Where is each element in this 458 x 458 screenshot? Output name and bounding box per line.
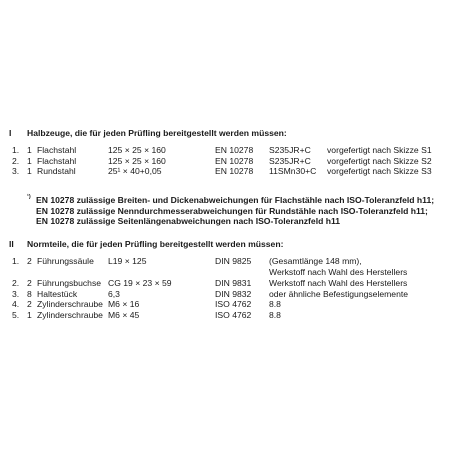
row-norm: DIN 9825 [215,256,252,266]
row-note: 8.8 [269,310,281,320]
row-dims: 125 × 25 × 160 [108,145,166,155]
row-name: Haltestück [37,289,78,299]
row-note: vorgefertigt nach Skizze S3 [327,166,432,176]
row-dims: M6 × 16 [108,299,140,309]
row-dims: 25¹ × 40+0,05 [108,166,162,176]
footnote-line: EN 10278 zulässige Breiten- und Dickenabweichungen für Flachstähle nach ISO-Toleranzfeld h11; [36,195,435,205]
row-note: vorgefertigt nach Skizze S1 [327,145,432,155]
row-material: 11SMn30+C [269,166,317,176]
section-2-numeral: II [9,239,14,249]
row-pos: 2. [12,156,20,166]
row-note: Werkstoff nach Wahl des Herstellers [269,278,408,288]
section-2-heading: Normteile, die für jeden Prüfling bereitgestellt werden müssen: [27,239,284,249]
row-note: 8.8 [269,299,281,309]
row-qty: 8 [27,289,32,299]
row-qty: 1 [27,166,32,176]
row-note: Werkstoff nach Wahl des Herstellers [269,267,408,277]
row-name: Rundstahl [37,166,76,176]
row-dims: 125 × 25 × 160 [108,156,166,166]
footnote-line: EN 10278 zulässige Seitenlängenabweichungen nach ISO-Toleranzfeld h11 [36,216,341,226]
row-name: Zylinderschraube [37,299,103,309]
row-note: (Gesamtlänge 148 mm), [269,256,362,266]
row-qty: 1 [27,310,32,320]
row-name: Führungsbuchse [37,278,102,288]
table-row [0,311,458,322]
row-note: vorgefertigt nach Skizze S2 [327,156,432,166]
row-pos: 3. [12,166,20,176]
row-dims: L19 × 125 [108,256,147,266]
row-norm: ISO 4762 [215,299,252,309]
section-1-heading: Halbzeuge, die für jeden Prüfling bereitgestellt werden müssen: [27,128,287,138]
row-qty: 1 [27,156,32,166]
row-norm: EN 10278 [215,156,254,166]
row-name: Führungssäule [37,256,94,266]
row-norm: DIN 9831 [215,278,252,288]
row-qty: 1 [27,145,32,155]
row-name: Flachstahl [37,145,77,155]
row-pos: 1. [12,256,20,266]
table-row [0,167,458,178]
row-material: S235JR+C [269,145,311,155]
row-dims: CG 19 × 23 × 59 [108,278,172,288]
row-name: Flachstahl [37,156,77,166]
row-pos: 2. [12,278,20,288]
row-dims: 6,3 [108,289,120,299]
row-pos: 3. [12,289,20,299]
row-note: oder ähnliche Befestigungselemente [269,289,409,299]
row-qty: 2 [27,256,32,266]
row-pos: 1. [12,145,20,155]
row-qty: 2 [27,278,32,288]
row-pos: 5. [12,310,20,320]
row-norm: ISO 4762 [215,310,252,320]
row-norm: EN 10278 [215,166,254,176]
footnote-marker: ¹) [27,194,31,200]
row-qty: 2 [27,299,32,309]
row-norm: EN 10278 [215,145,254,155]
row-material: S235JR+C [269,156,311,166]
row-name: Zylinderschraube [37,310,103,320]
row-dims: M6 × 45 [108,310,140,320]
section-1-numeral: I [9,128,12,138]
row-pos: 4. [12,299,20,309]
footnote-line: EN 10278 zulässige Nenndurchmesserabweichungen für Rundstähle nach ISO-Toleranzfeld h11; [36,206,428,216]
row-norm: DIN 9832 [215,289,252,299]
